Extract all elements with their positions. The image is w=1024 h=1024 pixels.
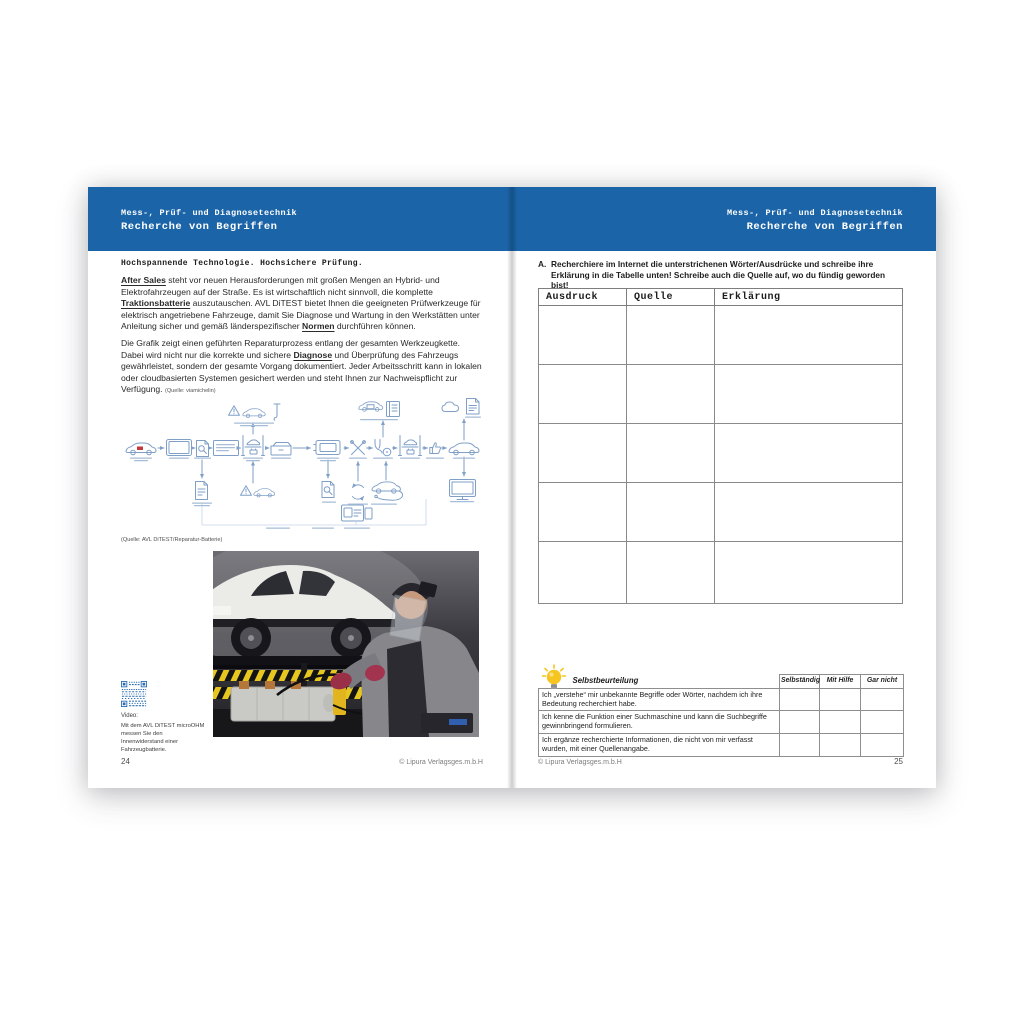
checkbox-cell — [861, 688, 904, 711]
checkbox-cell — [780, 733, 820, 756]
battery-case-icon — [271, 443, 291, 456]
self-assessment-row — [539, 711, 904, 734]
lightbulb-icon — [541, 664, 567, 692]
workshop-monitor-icon — [450, 480, 476, 500]
column-header: Quelle — [627, 289, 715, 306]
checkbox-cell — [861, 711, 904, 734]
diagnosis-gauge-icon — [375, 440, 391, 456]
cycle-arrows-icon — [353, 485, 364, 499]
video-description: Mit dem AVL DiTEST microOHM messen Sie den Innenwiderstand einer Fahrzeugbatterie. — [121, 723, 205, 753]
car-on-lift-icon — [399, 436, 422, 456]
car-battery-check-icon — [359, 402, 383, 411]
warning-recovery-icon — [229, 404, 281, 420]
chapter-kicker: Mess-, Prüf- und Diagnosetechnik — [726, 208, 903, 218]
write-in-cell — [627, 365, 715, 424]
column-header: Ausdruck — [539, 289, 627, 306]
empty-table-row — [539, 424, 903, 483]
video-label: Video: — [121, 713, 138, 719]
workshop-photo — [213, 551, 479, 737]
body-paragraph: After Sales steht vor neuen Herausforderungen mit großen Mengen an Hybrid- und Elektrofahrzeugen auf der Straße. Es ist wirtschaftlich nicht sinnvoll, die komplette Traktionsbatterie auszutauschen. AVL DiTEST bietet Ihnen die geeigneten Prüfwerkzeuge für elektrisch angetriebene Fahrzeuge, damit Sie Diagnose und Wartung in den Werkstätten unter Anleitung sicher und gemäß länderspezifischer Normen durchführen können. — [121, 275, 481, 332]
battery-module-photo — [231, 681, 335, 721]
copyright: © Lipura Verlagsges.m.b.H — [399, 759, 483, 766]
checkbox-cell — [861, 733, 904, 756]
statement: Ich kenne die Funktion einer Suchmaschine und kann die Suchbegriffe gewinnbringend formulieren. — [539, 711, 780, 734]
column-header: Mit Hilfe — [820, 675, 861, 689]
logbook-icon — [387, 402, 400, 417]
left-page-header — [121, 208, 297, 233]
car-charging-cable-icon — [372, 482, 403, 500]
checkbox-cell — [780, 688, 820, 711]
self-assessment-row — [539, 733, 904, 756]
page-title: Recherche von Begriffen — [746, 221, 903, 233]
figure-caption: (Quelle: AVL DiTEST/Reparatur-Batterie) — [121, 537, 223, 543]
statement: Ich „verstehe“ mir unbekannte Begriffe oder Wörter, nachdem ich ihre Bedeutung recherchiert habe. — [539, 688, 780, 711]
self-assessment-header-row — [539, 675, 904, 689]
write-in-cell — [715, 365, 903, 424]
empty-table-row — [539, 306, 903, 365]
write-in-cell — [539, 483, 627, 542]
task-instruction — [538, 259, 903, 291]
section-heading: Hochspannende Technologie. Hochsichere Prüfung. — [121, 259, 364, 268]
battery-module-icon — [314, 441, 340, 455]
column-header: Gar nicht — [861, 675, 904, 689]
diagnostic-tablet-icon — [167, 440, 192, 456]
diagram-caption-stubs — [130, 417, 481, 529]
protocol-document-icon — [196, 482, 208, 500]
write-in-cell — [539, 365, 627, 424]
column-header: Selbständig — [780, 675, 820, 689]
self-assessment-title: Selbstbeurteilung — [572, 675, 639, 685]
book-spread — [88, 187, 936, 788]
data-loop-line — [202, 499, 426, 525]
worksheet-table — [538, 288, 903, 604]
write-in-cell — [715, 542, 903, 604]
write-in-cell — [715, 306, 903, 365]
right-page-footer — [538, 757, 903, 766]
document-search-icon — [197, 441, 209, 457]
checkbox-cell — [780, 711, 820, 734]
task-label: A. — [538, 259, 547, 269]
write-in-cell — [627, 424, 715, 483]
document-search-icon — [322, 482, 334, 498]
write-in-cell — [539, 424, 627, 483]
body-paragraph: Die Grafik zeigt einen geführten Reparaturprozess entlang der gesamten Werkzeugkette. Dabei wird nicht nur die korrekte und sichere Diagnose und Überprüfung des Fahrzeugs gewährleistet, sondern der gesamte Vorgang dokumentiert. Jeder Arbeitsschritt kann in lokalen oder cloudbasierten Systemen gesichert werden und steht Ihnen zur Nachweispflicht zur Verfügung. (Quelle: viamichelin) — [121, 338, 482, 395]
column-header: Erklärung — [715, 289, 903, 306]
checkbox-cell — [820, 688, 861, 711]
left-page-footer — [121, 757, 483, 766]
write-in-cell — [627, 542, 715, 604]
write-in-cell — [627, 483, 715, 542]
warning-car-icon — [241, 486, 275, 497]
self-assessment-table — [538, 674, 904, 757]
cloud-icon — [442, 402, 459, 412]
thumbs-up-icon — [430, 443, 441, 454]
page-number: 25 — [894, 757, 903, 766]
write-in-cell — [539, 306, 627, 365]
finished-car-icon — [449, 443, 479, 455]
car-on-lift-icon — [242, 436, 265, 456]
checkbox-cell — [820, 711, 861, 734]
spine-shadow — [507, 187, 517, 788]
repair-tools-icon — [351, 441, 366, 455]
copyright: © Lipura Verlagsges.m.b.H — [538, 759, 622, 766]
checkbox-cell — [820, 733, 861, 756]
empty-table-row — [539, 542, 903, 604]
statement: Ich ergänze recherchierte Informationen, die nicht von mir verfasst wurden, mit einer Quellenangabe. — [539, 733, 780, 756]
qr-code — [121, 681, 147, 707]
write-in-cell — [539, 542, 627, 604]
report-document-icon — [467, 399, 480, 415]
page-title: Recherche von Begriffen — [121, 221, 278, 233]
right-page-header — [727, 208, 903, 233]
task-text: Recherchiere im Internet die unterstrichenen Wörter/Ausdrücke und schreibe ihre Erklärung in die Tabelle unten! Schreibe auch die Quelle auf, wo du fündig geworden bist! — [551, 259, 886, 290]
self-assessment-row — [539, 688, 904, 711]
header-band — [88, 187, 936, 251]
write-in-cell — [715, 424, 903, 483]
table-header-row — [539, 289, 903, 306]
battery-highlight — [137, 447, 143, 451]
page-number: 24 — [121, 757, 130, 766]
repair-process-diagram — [116, 393, 508, 533]
chapter-kicker: Mess-, Prüf- und Diagnosetechnik — [121, 208, 298, 218]
write-in-cell — [715, 483, 903, 542]
measuring-device-icon — [342, 505, 373, 521]
write-in-cell — [627, 306, 715, 365]
empty-table-row — [539, 365, 903, 424]
empty-table-row — [539, 483, 903, 542]
